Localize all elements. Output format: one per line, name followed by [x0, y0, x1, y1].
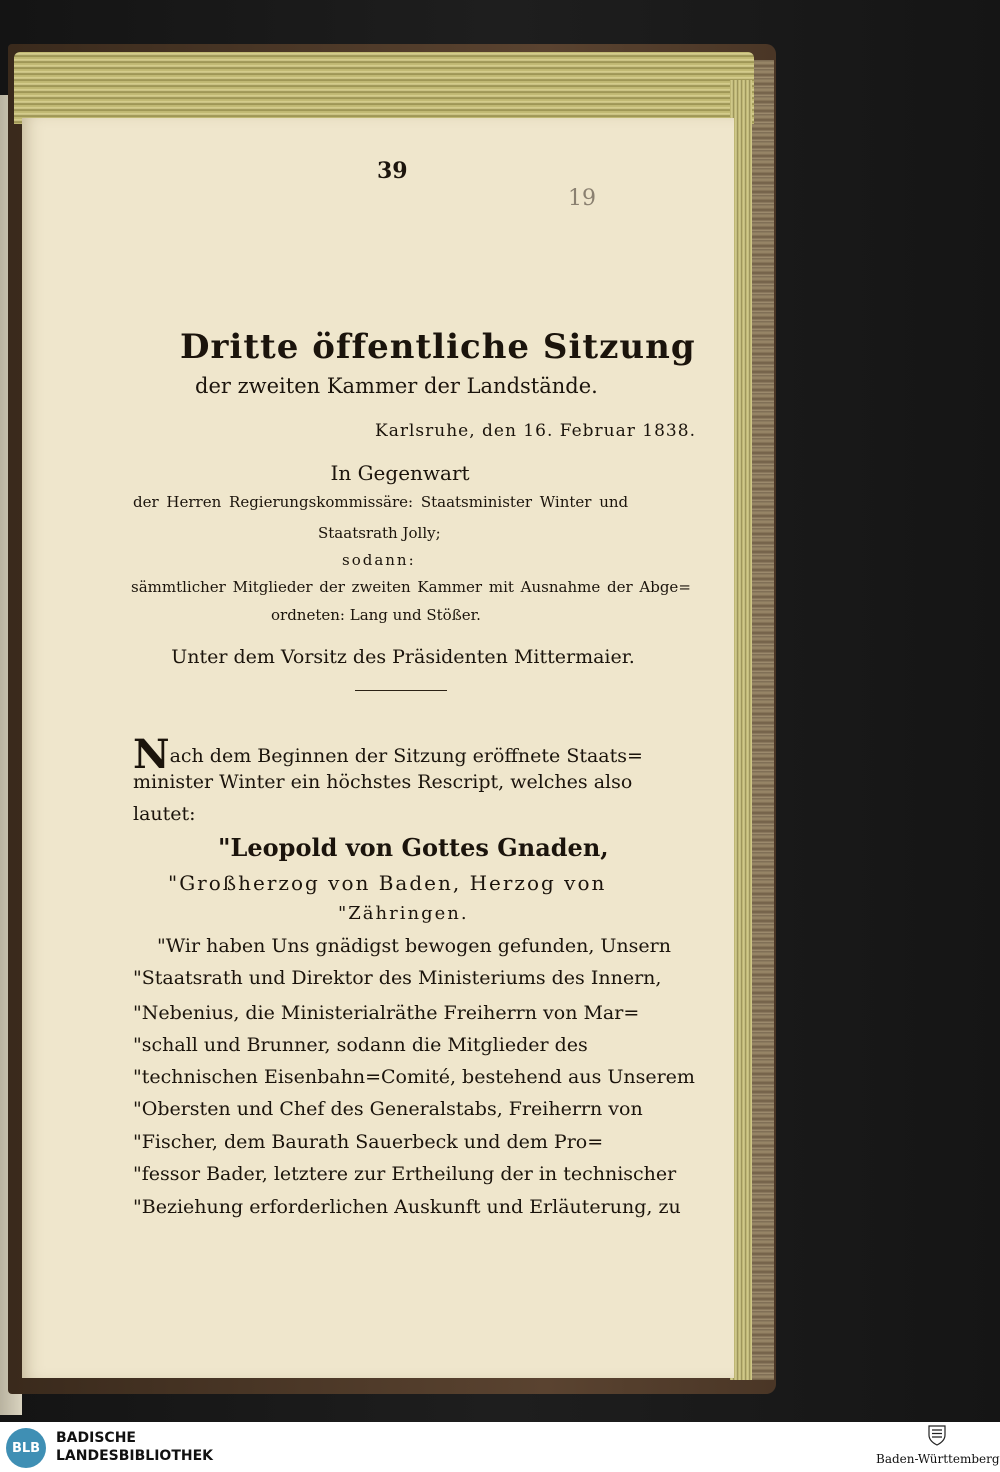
page-mark: 19 [568, 186, 596, 211]
drop-cap: N [133, 731, 170, 778]
body-line-9: "Nebenius, die Ministerialräthe Freiherrn von Mar= [133, 1002, 640, 1024]
body-line-1-text: ach dem Beginnen der Sitzung eröffnete Staats= [169, 745, 643, 767]
dateline: Karlsruhe, den 16. Februar 1838. [375, 421, 696, 441]
members-line-2: ordneten: Lang und Stößer. [271, 606, 481, 624]
chair-line: Unter dem Vorsitz des Präsidenten Mittermaier. [171, 646, 635, 668]
library-name [56, 1429, 213, 1465]
body-line-7: "Wir haben Uns gnädigst bewogen gefunden, Unsern [157, 935, 671, 957]
body-line-12: "Obersten und Chef des Generalstabs, Freiherrn von [133, 1098, 643, 1120]
gilt-page-edge-top [14, 52, 754, 124]
blb-logo-icon: BLB [6, 1428, 46, 1468]
state-crest-icon [926, 1424, 948, 1446]
cover-edge [752, 60, 774, 1380]
page-number: 39 [377, 158, 408, 184]
presence-line-1: der Herren Regierungskommissäre: Staatsminister Winter und [133, 493, 629, 511]
members-line-1: sämmtlicher Mitglieder der zweiten Kammer mit Ausnahme der Abge= [131, 578, 691, 596]
body-line-8: "Staatsrath und Direktor des Ministeriums des Innern, [133, 967, 662, 989]
body-line-15: "Beziehung erforderlichen Auskunft und Erläuterung, zu [133, 1196, 681, 1218]
library-name-line-2: LANDESBIBLIOTHEK [56, 1448, 214, 1464]
body-line-2: minister Winter ein höchstes Rescript, welches also [133, 771, 633, 793]
body-line-11: "technischen Eisenbahn=Comité, bestehend aus Unserem [133, 1066, 695, 1088]
rescript-title-line-2: "Zähringen. [338, 903, 469, 924]
presence-heading: In Gegenwart [330, 461, 470, 485]
session-subtitle: der zweiten Kammer der Landstände. [195, 374, 598, 398]
body-line-14: "fessor Bader, letztere zur Ertheilung der in technischer [133, 1163, 677, 1185]
body-line-10: "schall und Brunner, sodann die Mitglieder des [133, 1034, 588, 1056]
body-line-13: "Fischer, dem Baurath Sauerbeck und dem Pro= [133, 1131, 604, 1153]
rescript-title-line: "Großherzog von Baden, Herzog von [168, 871, 607, 895]
rescript-heading: "Leopold von Gottes Gnaden, [218, 833, 609, 862]
session-title: Dritte öffentliche Sitzung [180, 327, 696, 367]
section-divider [355, 690, 447, 691]
presence-line-2: Staatsrath Jolly; [318, 524, 441, 542]
library-name-line-1: BADISCHE [56, 1430, 136, 1446]
sodann-label: sodann: [342, 551, 416, 569]
state-name: Baden-Württemberg [876, 1452, 1000, 1466]
body-line-3: lautet: [133, 803, 196, 825]
